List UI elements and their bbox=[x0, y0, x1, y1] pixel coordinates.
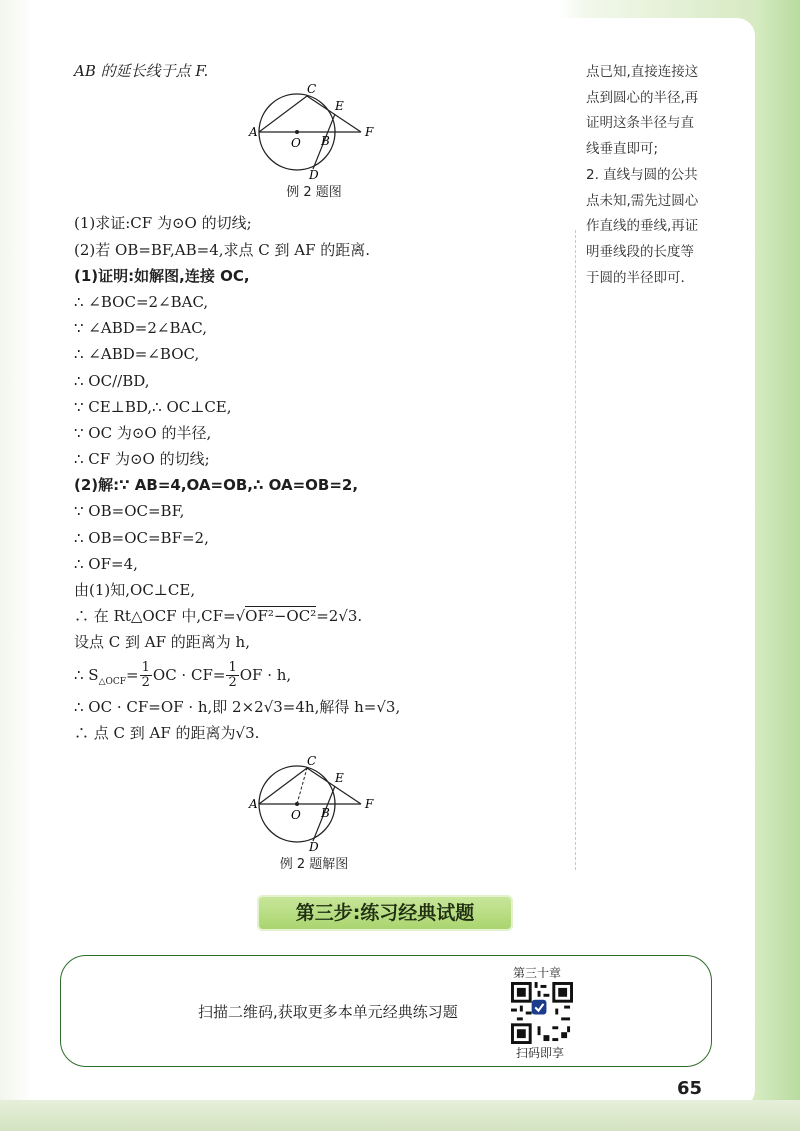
figure-2-caption: 例 2 题解图 bbox=[279, 856, 349, 872]
side-note-line: 证明这条半径与直 bbox=[586, 115, 694, 132]
qr-scan-label: 扫码即享 bbox=[516, 1046, 565, 1060]
side-note-line: 点已知,直接连接这 bbox=[586, 64, 699, 80]
side-note-line: 点未知,需先过圆心 bbox=[586, 192, 699, 209]
proof-line: ∴ ∠ABD=∠BOC, bbox=[74, 345, 200, 364]
area-prefix: ∴ S bbox=[74, 665, 99, 684]
side-note-line: 2. 直线与圆的公共 bbox=[586, 166, 698, 183]
figure-1-caption: 例 2 题图 bbox=[286, 185, 342, 201]
proof-line: ∵ CE⊥BD,∴ OC⊥CE, bbox=[74, 397, 232, 416]
label-A: A bbox=[249, 125, 258, 140]
label-B: B bbox=[321, 134, 330, 149]
label-O: O bbox=[291, 807, 301, 822]
question-2: (2)若 OB=BF,AB=4,求点 C 到 AF 的距离. bbox=[74, 240, 371, 259]
page-number: 65 bbox=[677, 1078, 703, 1099]
solve-line: ∴ OC · CF=OF · h,即 2×2√3=4h,解得 h=√3, bbox=[74, 697, 401, 716]
main-content bbox=[74, 58, 554, 878]
proof-line: ∴ OC//BD, bbox=[74, 371, 150, 390]
label-E: E bbox=[335, 99, 344, 114]
area-equals: = bbox=[126, 665, 139, 684]
solution-line: ∴ OF=4, bbox=[74, 554, 138, 573]
side-note-line: 作直线的垂线,再证 bbox=[586, 218, 699, 235]
figure-1 bbox=[74, 84, 554, 180]
label-D: D bbox=[309, 839, 319, 852]
proof-line: ∴ CF 为⊙O 的切线; bbox=[74, 450, 210, 469]
side-note bbox=[586, 60, 718, 291]
proof-heading: (1)证明:如解图,连接 OC, bbox=[74, 266, 250, 285]
side-note-line: 于圆的半径即可. bbox=[586, 269, 685, 286]
qr-chapter-label: 第三十章 bbox=[513, 966, 562, 980]
rt-triangle-line: ∴ 在 Rt△OCF 中,CF=√OF²−OC²=2√3. bbox=[74, 607, 363, 626]
proof-line: ∵ ∠ABD=2∠BAC, bbox=[74, 319, 208, 338]
circle-diagram-1 bbox=[239, 84, 389, 180]
label-A: A bbox=[249, 796, 258, 811]
intro-line: AB 的延长线于点 F. bbox=[74, 62, 209, 80]
area-middle: OC · CF= bbox=[152, 665, 226, 684]
circle-diagram-2 bbox=[239, 756, 389, 852]
label-E: E bbox=[335, 770, 344, 785]
side-note-line: 点到圆心的半径,再 bbox=[586, 89, 699, 106]
fraction-half-1: $\frac{1}{2}$ bbox=[141, 660, 150, 691]
figure-2 bbox=[74, 756, 554, 852]
let-line: 设点 C 到 AF 的距离为 h, bbox=[74, 633, 250, 652]
label-F: F bbox=[365, 796, 374, 811]
side-note-line: 明垂线段的长度等 bbox=[586, 243, 694, 260]
label-F: F bbox=[365, 125, 374, 140]
qr-code-icon[interactable] bbox=[511, 982, 573, 1044]
column-divider bbox=[575, 230, 576, 870]
label-C: C bbox=[307, 755, 317, 768]
label-B: B bbox=[321, 805, 330, 820]
proof-line: ∵ OC 为⊙O 的半径, bbox=[74, 423, 212, 442]
fraction-half-2: $\frac{1}{2}$ bbox=[228, 660, 237, 691]
rt-line-prefix: ∴ 在 Rt△OCF 中,CF= bbox=[74, 607, 236, 626]
rt-line-sqrt: OF²−OC² bbox=[245, 607, 317, 626]
solution-heading: (2)解:∵ AB=4,OA=OB,∴ OA=OB=2, bbox=[74, 476, 359, 495]
solution-line: 由(1)知,OC⊥CE, bbox=[74, 581, 196, 600]
page-edge-decoration bbox=[752, 0, 800, 1131]
label-D: D bbox=[309, 168, 319, 181]
solution-line: ∴ OB=OC=BF=2, bbox=[74, 528, 209, 547]
proof-line: ∴ ∠BOC=2∠BAC, bbox=[74, 292, 209, 311]
step-three-banner: 第三步:练习经典试题 bbox=[257, 895, 513, 931]
solution-line: ∵ OB=OC=BF, bbox=[74, 502, 185, 521]
area-end: OF · h, bbox=[239, 665, 292, 684]
question-1: (1)求证:CF 为⊙O 的切线; bbox=[74, 214, 252, 233]
bottom-band bbox=[0, 1100, 800, 1131]
conclusion-line: ∴ 点 C 到 AF 的距离为√3. bbox=[74, 723, 260, 742]
area-formula-line bbox=[74, 656, 554, 694]
rt-line-suffix: =2√3. bbox=[316, 607, 363, 626]
label-C: C bbox=[307, 84, 317, 97]
area-subscript: △OCF bbox=[98, 676, 127, 687]
label-O: O bbox=[291, 136, 301, 151]
side-note-line: 线垂直即可; bbox=[586, 141, 659, 158]
qr-prompt-text: 扫描二维码,获取更多本单元经典练习题 bbox=[198, 1003, 458, 1021]
